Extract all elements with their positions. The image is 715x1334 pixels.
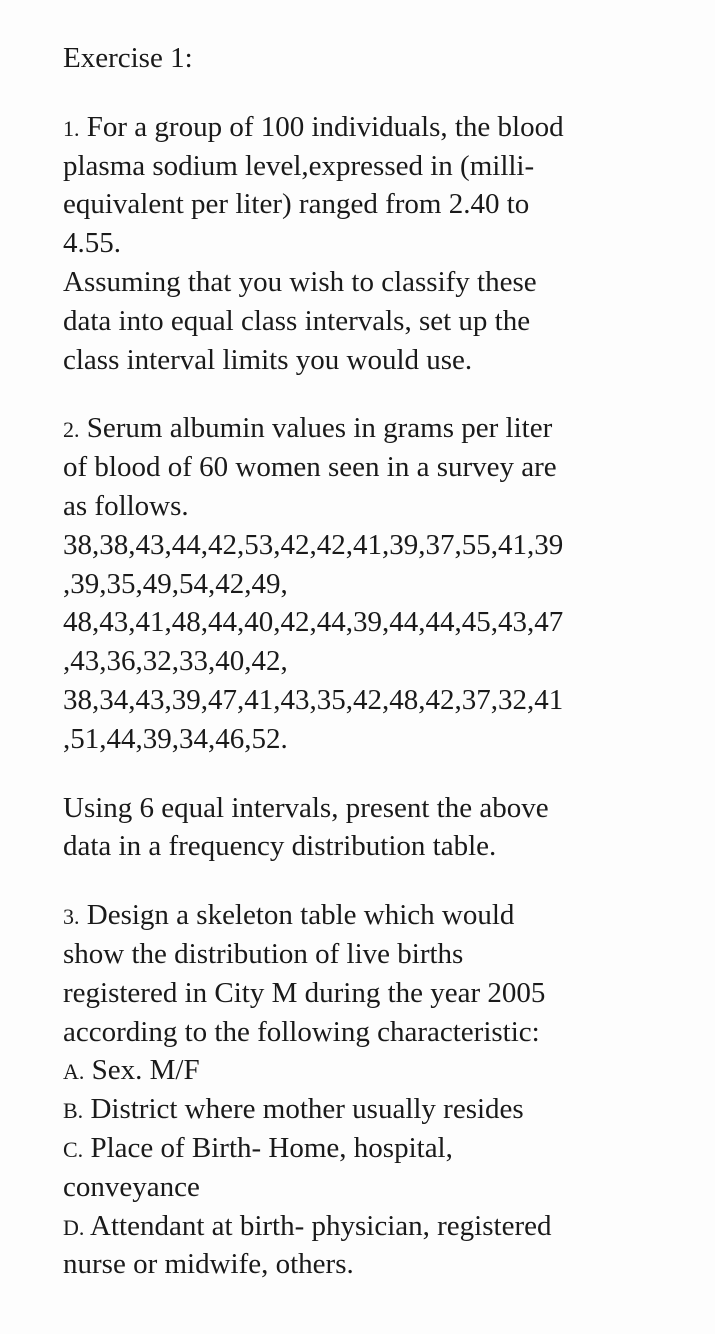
question-2-instruction	[63, 789, 703, 867]
question-number: 3.	[63, 904, 80, 930]
data-values: ,43,36,32,33,40,42,	[63, 645, 288, 678]
item-text: Sex. M/F	[84, 1054, 200, 1087]
item-label: A.	[63, 1059, 85, 1085]
question-number: 1.	[63, 115, 80, 141]
list-item	[63, 1090, 703, 1129]
list-item	[63, 1051, 703, 1090]
question-1	[63, 108, 703, 380]
question-text: class interval limits you would use.	[63, 343, 473, 376]
list-item	[63, 1129, 703, 1168]
list-item	[63, 1207, 703, 1246]
question-text: of blood of 60 women seen in a survey are	[63, 451, 557, 484]
data-values: 48,43,41,48,44,40,42,44,39,44,44,45,43,47	[63, 606, 564, 639]
question-text: 4.55.	[63, 227, 121, 260]
data-values: 38,34,43,39,47,41,43,35,42,48,42,37,32,41	[63, 683, 564, 716]
question-text: Serum albumin values in grams per liter	[79, 412, 553, 445]
question-3	[63, 896, 703, 1284]
exercise-document	[63, 39, 703, 1284]
question-text: For a group of 100 individuals, the blood	[79, 110, 564, 143]
item-text: conveyance	[63, 1170, 200, 1203]
question-text: registered in City M during the year 2005	[63, 976, 546, 1009]
item-text: nurse or midwife, others.	[63, 1248, 354, 1281]
item-text: Place of Birth- Home, hospital,	[83, 1131, 453, 1164]
item-label: D.	[63, 1214, 85, 1240]
question-text: data in a frequency distribution table.	[63, 830, 497, 863]
question-text: Design a skeleton table which would	[79, 899, 515, 932]
item-label: C.	[63, 1136, 84, 1162]
question-text: Assuming that you wish to classify these	[63, 265, 537, 298]
data-values: ,39,35,49,54,42,49,	[63, 567, 288, 600]
question-text: equivalent per liter) ranged from 2.40 to	[63, 188, 530, 221]
exercise-title: Exercise 1:	[63, 42, 193, 74]
data-values: 38,38,43,44,42,53,42,42,41,39,37,55,41,39	[63, 528, 564, 561]
question-text: as follows.	[63, 489, 189, 522]
item-text: District where mother usually resides	[83, 1093, 524, 1126]
item-label: B.	[63, 1098, 84, 1124]
question-number: 2.	[63, 417, 80, 443]
data-values: ,51,44,39,34,46,52.	[63, 722, 288, 755]
question-text: data into equal class intervals, set up the	[63, 304, 531, 337]
question-text: plasma sodium level,expressed in (milli-	[63, 149, 535, 182]
question-2	[63, 409, 703, 758]
question-text: according to the following characteristic:	[63, 1015, 540, 1048]
item-text: Attendant at birth- physician, registered	[84, 1209, 552, 1242]
question-text: Using 6 equal intervals, present the above	[63, 791, 549, 824]
question-text: show the distribution of live births	[63, 937, 464, 970]
